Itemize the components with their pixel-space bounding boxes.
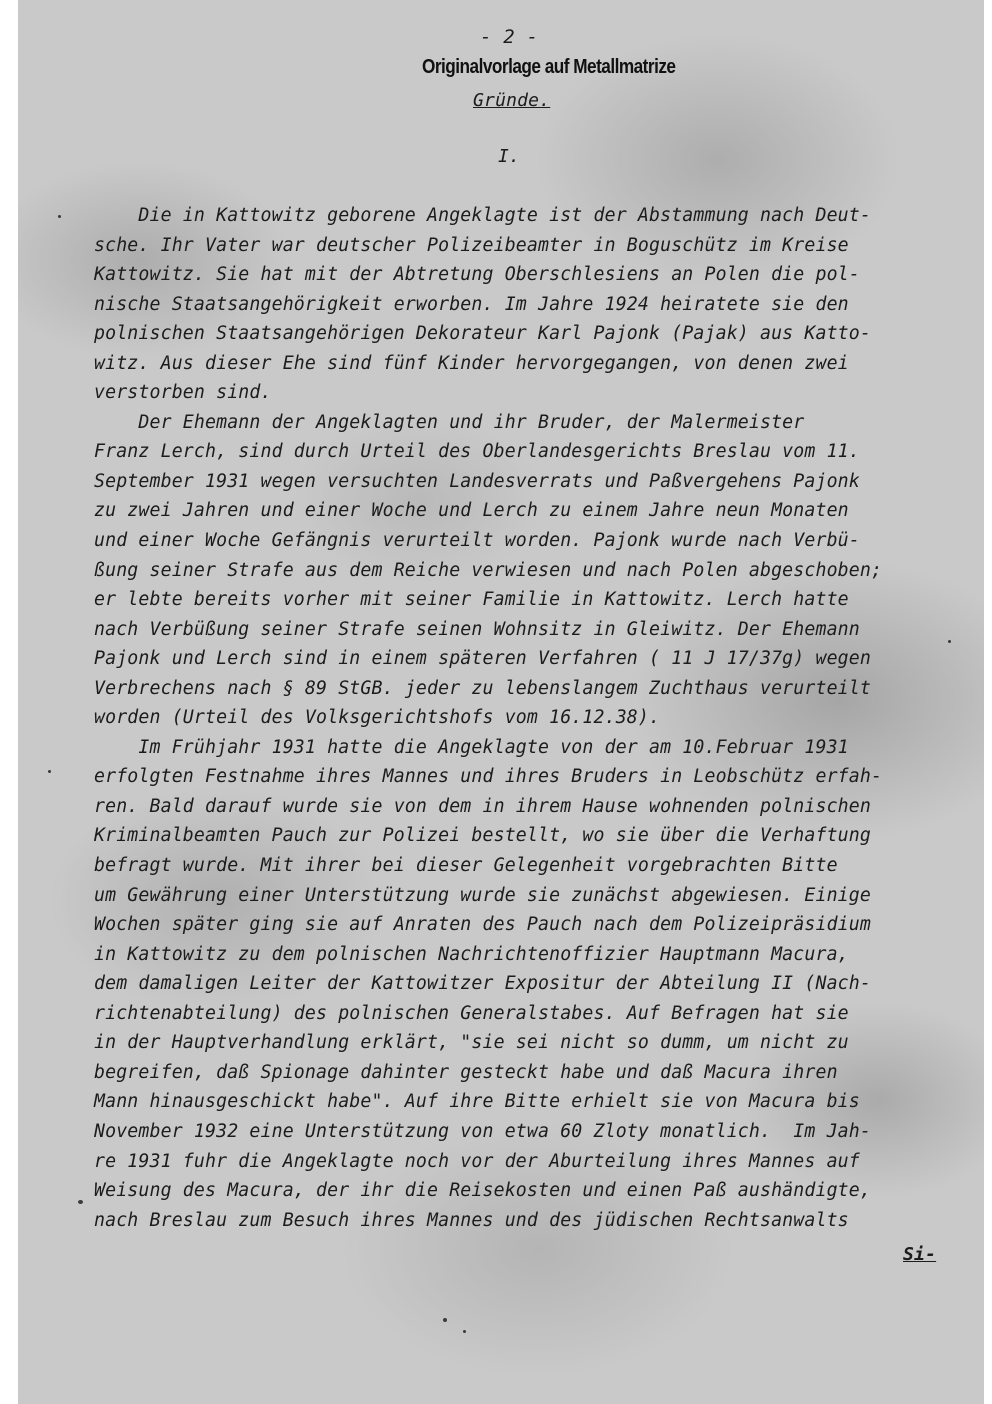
text-line: sche. Ihr Vater war deutscher Polizeibeamter in Boguschütz im Kreise	[94, 234, 849, 256]
text-line: Weisung des Macura, der ihr die Reisekosten und einen Paß aushändigte,	[94, 1180, 871, 1202]
ink-speck	[48, 770, 51, 773]
text-line: ren. Bald darauf wurde sie von dem in ihrem Hause wohnenden polnischen	[94, 795, 871, 817]
text-line: Kriminalbeamten Pauch zur Polizei bestellt, wo sie über die Verhaftung	[94, 825, 871, 847]
text-line: zu zwei Jahren und einer Woche und Lerch zu einem Jahre neun Monaten	[94, 500, 849, 522]
ink-speck	[463, 1330, 466, 1333]
text-line: witz. Aus dieser Ehe sind fünf Kinder hervorgegangen, von denen zwei	[94, 352, 849, 374]
ink-speck	[948, 640, 951, 643]
text-line: er lebte bereits vorher mit seiner Familie in Kattowitz. Lerch hatte	[94, 589, 849, 611]
ink-speck	[78, 1200, 83, 1204]
document-page	[18, 0, 984, 1404]
text-line: Kattowitz. Sie hat mit der Abtretung Oberschlesiens an Polen die pol-	[94, 264, 860, 286]
stamp: Originalvorlage auf Metallmatrize	[422, 56, 676, 78]
text-line: polnischen Staatsangehörigen Dekorateur Karl Pajonk (Pajak) aus Katto-	[94, 323, 871, 345]
text-line: nische Staatsangehörigkeit erworben. Im Jahre 1924 heiratete sie den	[94, 293, 849, 315]
text-line: Wochen später ging sie auf Anraten des Pauch nach dem Polizeipräsidium	[94, 914, 871, 936]
page-continuation: Si-	[903, 1244, 937, 1265]
text-line: November 1932 eine Unterstützung von etwa 60 Zloty monatlich. Im Jah-	[94, 1120, 871, 1142]
text-line: verstorben sind.	[94, 382, 272, 404]
text-line: in der Hauptverhandlung erklärt, "sie sei nicht so dumm, um nicht zu	[94, 1032, 849, 1054]
text-line: September 1931 wegen versuchten Landesverrats und Paßvergehens Pajonk	[94, 470, 860, 492]
text-line: Franz Lerch, sind durch Urteil des Oberlandesgerichts Breslau vom 11.	[94, 441, 860, 463]
text-line: Die in Kattowitz geborene Angeklagte ist der Abstammung nach Deut-	[94, 205, 871, 226]
text-line: worden (Urteil des Volksgerichtshofs vom 16.12.38).	[94, 707, 661, 729]
text-line: begreifen, daß Spionage dahinter gesteckt habe und daß Macura ihren	[94, 1061, 838, 1083]
text-line: um Gewährung einer Unterstützung wurde sie zunächst abgewiesen. Einige	[94, 884, 871, 906]
text-line: Der Ehemann der Angeklagten und ihr Bruder, der Malermeister	[94, 411, 805, 433]
text-line: in Kattowitz zu dem polnischen Nachrichtenoffizier Hauptmann Macura,	[94, 943, 849, 965]
text-line: Im Frühjahr 1931 hatte die Angeklagte von der am 10.Februar 1931	[94, 736, 849, 758]
page-number: - 2 -	[480, 26, 539, 48]
text-line: Verbrechens nach § 89 StGB. jeder zu lebenslangem Zuchthaus verurteilt	[94, 677, 871, 699]
text-line: Pajonk und Lerch sind in einem späteren Verfahren ( 11 J 17/37g) wegen	[94, 648, 871, 670]
ink-speck	[443, 1318, 447, 1322]
text-line: dem damaligen Leiter der Kattowitzer Expositur der Abteilung II (Nach-	[94, 973, 871, 995]
body-text	[94, 201, 954, 1235]
section-number: I.	[498, 146, 521, 167]
text-line: nach Breslau zum Besuch ihres Mannes und des jüdischen Rechtsanwalts	[94, 1209, 849, 1231]
ink-speck	[58, 215, 61, 218]
text-line: erfolgten Festnahme ihres Mannes und ihres Bruders in Leobschütz erfah-	[94, 766, 883, 788]
text-line: nach Verbüßung seiner Strafe seinen Wohnsitz in Gleiwitz. Der Ehemann	[94, 618, 860, 640]
heading: Gründe.	[473, 90, 551, 111]
text-line: befragt wurde. Mit ihrer bei dieser Gelegenheit vorgebrachten Bitte	[94, 855, 838, 877]
text-line: Mann hinausgeschickt habe". Auf ihre Bitte erhielt sie von Macura bis	[94, 1091, 860, 1113]
text-line: und einer Woche Gefängnis verurteilt worden. Pajonk wurde nach Verbü-	[94, 530, 860, 552]
text-line: re 1931 fuhr die Angeklagte noch vor der Aburteilung ihres Mannes auf	[94, 1150, 860, 1172]
text-line: richtenabteilung) des polnischen Generalstabes. Auf Befragen hat sie	[94, 1002, 849, 1024]
text-line: ßung seiner Strafe aus dem Reiche verwiesen und nach Polen abgeschoben;	[94, 559, 883, 581]
